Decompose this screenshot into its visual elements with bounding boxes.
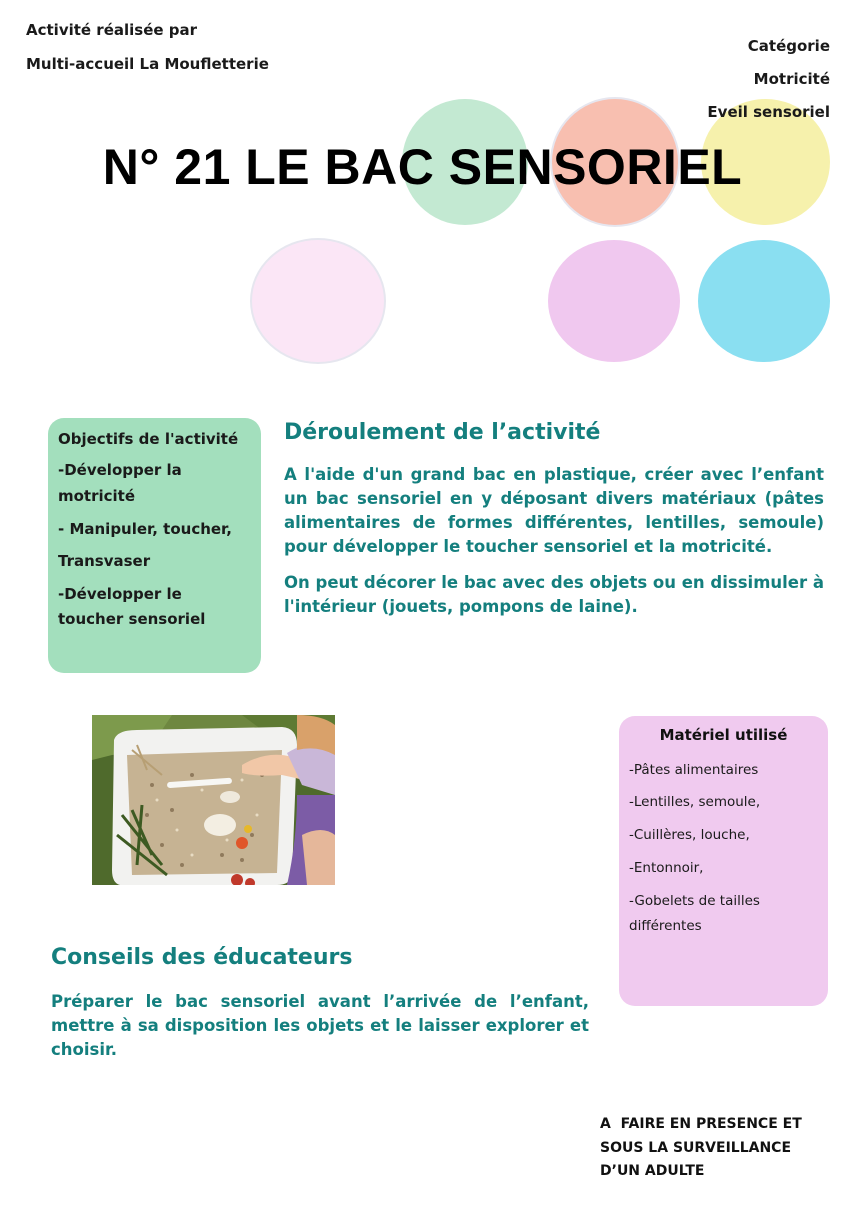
materiel-item: -Pâtes alimentaires: [629, 762, 759, 778]
objectives-box: [48, 418, 261, 673]
objective-line: - Manipuler, toucher,: [58, 520, 232, 538]
materiel-item: différentes: [629, 918, 702, 934]
objective-line: motricité: [58, 487, 136, 505]
category-item: Eveil sensoriel: [707, 103, 830, 121]
conseils-paragraph: Préparer le bac sensoriel avant l’arrivée de l’enfant, mettre à sa disposition les objets et le laisser explorer et choisir.: [51, 992, 589, 1059]
warning-line: A FAIRE EN PRESENCE ET: [600, 1116, 802, 1132]
materiel-item: -Gobelets de tailles: [629, 893, 760, 909]
materiel-box: [619, 716, 828, 1006]
category-label: Catégorie: [747, 37, 830, 55]
materiel-item: -Entonnoir,: [629, 860, 704, 876]
decor-circle-pink: [548, 240, 680, 362]
warning-line: SOUS LA SURVEILLANCE: [600, 1139, 792, 1156]
objective-line: toucher sensoriel: [58, 610, 206, 628]
deroulement-heading: Déroulement de l’activité: [284, 420, 601, 445]
deroulement-paragraph: A l'aide d'un grand bac en plastique, créer avec l’enfant un bac sensoriel en y déposant divers matériaux (pâtes alimentaires de formes différentes, lentilles, semoule) pour développer le toucher sensoriel et la motricité.: [284, 465, 824, 556]
made-by-label: Activité réalisée par: [26, 21, 198, 39]
materiel-heading: Matériel utilisé: [659, 726, 788, 744]
objectives-heading: Objectifs de l'activité: [58, 430, 239, 448]
category-item: Motricité: [753, 70, 830, 88]
materiel-item: -Lentilles, semoule,: [629, 794, 761, 810]
deroulement-paragraph: On peut décorer le bac avec des objets ou en dissimuler à l'intérieur (jouets, pompons de laine).: [284, 573, 824, 616]
organization-name: Multi-accueil La Moufletterie: [26, 55, 269, 73]
conseils-heading: Conseils des éducateurs: [51, 945, 353, 970]
page-title: N° 21 LE BAC SENSORIEL: [102, 139, 743, 195]
objective-line: -Développer la: [58, 461, 182, 479]
supervision-warning: [600, 1113, 802, 1184]
materiel-item: -Cuillères, louche,: [629, 827, 750, 843]
objective-line: Transvaser: [58, 552, 151, 570]
warning-line: D’UN ADULTE: [600, 1163, 705, 1179]
decor-circle-blue: [698, 240, 830, 362]
objective-line: -Développer le: [58, 585, 182, 603]
deroulement-body: [284, 463, 824, 619]
conseils-body: [51, 990, 589, 1062]
activity-photo: [92, 715, 335, 885]
decor-circle-light-pink: [252, 240, 384, 362]
